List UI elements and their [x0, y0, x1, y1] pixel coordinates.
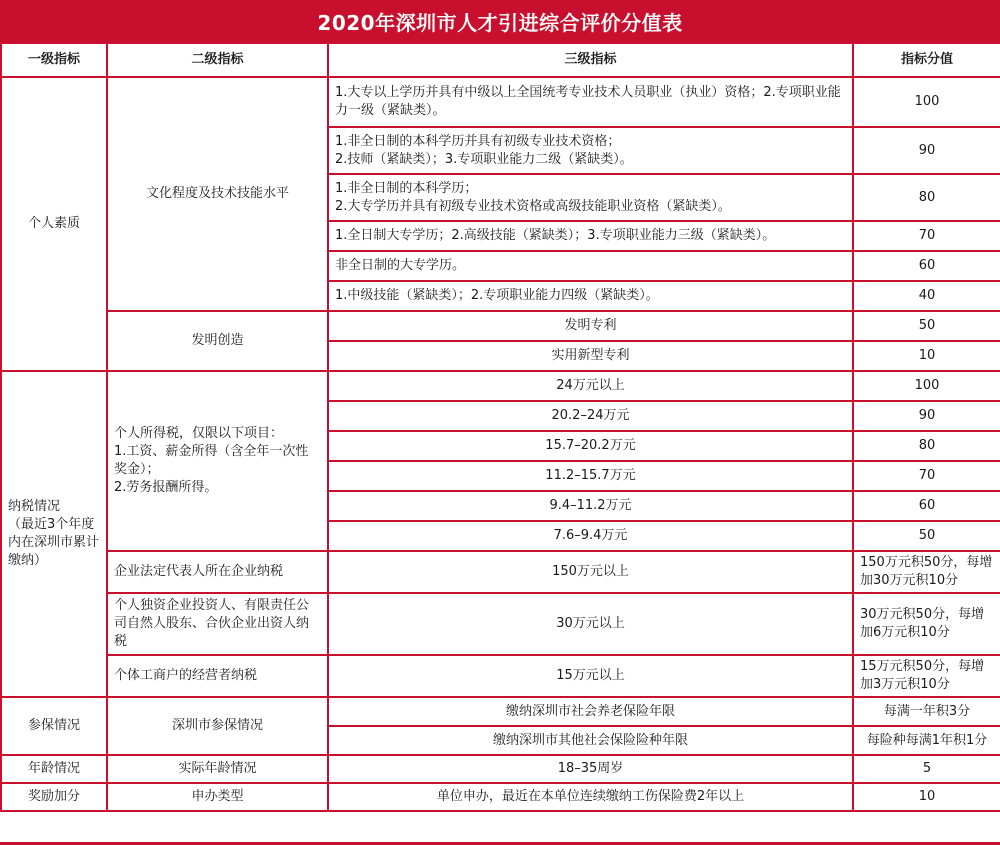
level2-invention: 发明创造 — [107, 311, 328, 371]
table-row — [1, 755, 1000, 783]
row-desc: 缴纳深圳市社会养老保险年限 — [328, 697, 853, 726]
row-score: 150万元积50分，每增加30万元积10分 — [853, 551, 1000, 593]
row-desc: 7.6–9.4万元 — [328, 521, 853, 551]
table-row — [1, 371, 1000, 401]
row-score: 40 — [853, 281, 1000, 311]
row-score: 5 — [853, 755, 1000, 783]
row-score: 90 — [853, 401, 1000, 431]
row-desc: 15.7–20.2万元 — [328, 431, 853, 461]
row-score: 60 — [853, 251, 1000, 281]
level1-tax: 纳税情况 （最近3个年度内在深圳市累计缴纳） — [1, 371, 107, 697]
header-level3: 三级指标 — [328, 43, 853, 77]
row-score: 100 — [853, 77, 1000, 127]
score-table — [0, 42, 1000, 812]
table-row — [1, 551, 1000, 593]
row-desc: 15万元以上 — [328, 655, 853, 697]
table-row — [1, 655, 1000, 697]
row-desc: 11.2–15.7万元 — [328, 461, 853, 491]
table-row — [1, 593, 1000, 655]
row-desc: 实用新型专利 — [328, 341, 853, 371]
level1-personal: 个人素质 — [1, 77, 107, 371]
row-desc: 1.非全日制的本科学历； 2.大专学历并具有初级专业技术资格或高级技能职业资格（紧缺类）。 — [328, 174, 853, 221]
row-score: 80 — [853, 431, 1000, 461]
row-desc: 18–35周岁 — [328, 755, 853, 783]
row-score: 10 — [853, 783, 1000, 811]
row-score: 90 — [853, 127, 1000, 174]
level2-individual-tax: 个体工商户的经营者纳税 — [107, 655, 328, 697]
header-level1: 一级指标 — [1, 43, 107, 77]
table-row — [1, 783, 1000, 811]
row-desc: 发明专利 — [328, 311, 853, 341]
level1-age: 年龄情况 — [1, 755, 107, 783]
row-score: 70 — [853, 461, 1000, 491]
level2-corp-tax: 企业法定代表人所在企业纳税 — [107, 551, 328, 593]
header-row — [1, 43, 1000, 77]
level2-partner-tax: 个人独资企业投资人、有限责任公司自然人股东、合伙企业出资人纳税 — [107, 593, 328, 655]
table-title: 2020年深圳市人才引进综合评价分值表 — [0, 0, 1000, 42]
level2-age: 实际年龄情况 — [107, 755, 328, 783]
row-desc: 30万元以上 — [328, 593, 853, 655]
level1-insurance: 参保情况 — [1, 697, 107, 755]
header-level2: 二级指标 — [107, 43, 328, 77]
row-desc: 150万元以上 — [328, 551, 853, 593]
table-row — [1, 77, 1000, 127]
level2-bonus: 申办类型 — [107, 783, 328, 811]
row-desc: 20.2–24万元 — [328, 401, 853, 431]
row-score: 100 — [853, 371, 1000, 401]
row-desc: 24万元以上 — [328, 371, 853, 401]
row-desc: 1.全日制大专学历；2.高级技能（紧缺类）；3.专项职业能力三级（紧缺类）。 — [328, 221, 853, 251]
row-score: 30万元积50分，每增加6万元积10分 — [853, 593, 1000, 655]
header-score: 指标分值 — [853, 43, 1000, 77]
row-desc: 1.非全日制的本科学历并具有初级专业技术资格； 2.技师（紧缺类）；3.专项职业能力二级（紧缺类）。 — [328, 127, 853, 174]
row-score: 50 — [853, 311, 1000, 341]
row-score: 每满一年积3分 — [853, 697, 1000, 726]
row-desc: 1.中级技能（紧缺类）；2.专项职业能力四级（紧缺类）。 — [328, 281, 853, 311]
level2-education: 文化程度及技术技能水平 — [107, 77, 328, 311]
table-row — [1, 311, 1000, 341]
row-score: 70 — [853, 221, 1000, 251]
row-desc: 非全日制的大专学历。 — [328, 251, 853, 281]
row-desc: 缴纳深圳市其他社会保险险种年限 — [328, 726, 853, 755]
row-score: 80 — [853, 174, 1000, 221]
row-score: 10 — [853, 341, 1000, 371]
table-row — [1, 697, 1000, 726]
row-desc: 1.大专以上学历并具有中级以上全国统考专业技术人员职业（执业）资格；2.专项职业能力一级（紧缺类）。 — [328, 77, 853, 127]
row-score: 60 — [853, 491, 1000, 521]
row-score: 每险种每满1年积1分 — [853, 726, 1000, 755]
level2-insurance: 深圳市参保情况 — [107, 697, 328, 755]
level2-income-tax: 个人所得税，仅限以下项目： 1.工资、薪金所得（含全年一次性奖金）； 2.劳务报酬所得。 — [107, 371, 328, 551]
level1-bonus: 奖励加分 — [1, 783, 107, 811]
row-score: 50 — [853, 521, 1000, 551]
row-score: 15万元积50分，每增加3万元积10分 — [853, 655, 1000, 697]
row-desc: 单位申办，最近在本单位连续缴纳工伤保险费2年以上 — [328, 783, 853, 811]
row-desc: 9.4–11.2万元 — [328, 491, 853, 521]
